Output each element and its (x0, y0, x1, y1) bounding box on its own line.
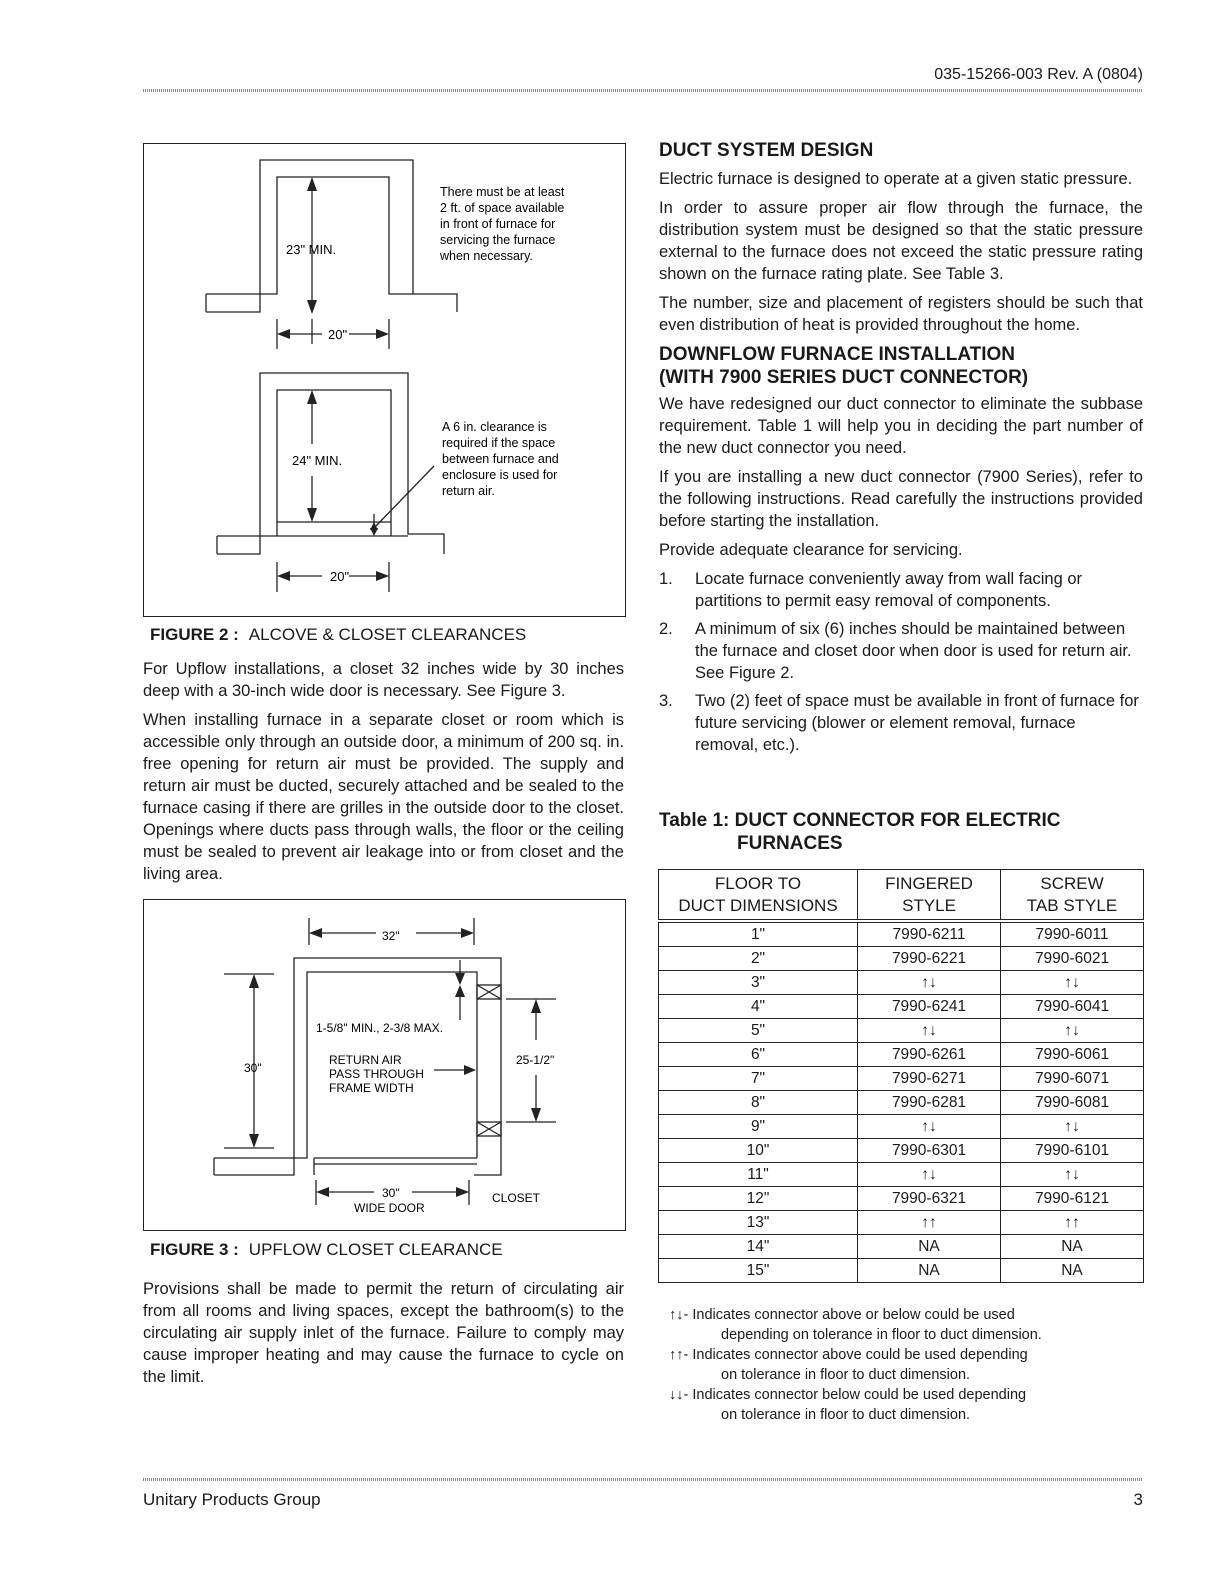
svg-text:required if the space: required if the space (442, 436, 556, 450)
right-column (659, 139, 1143, 762)
table-row: 6" 7990-6261 7990-6061 (659, 1043, 1144, 1067)
frame-min-max-label: 1-5/8" MIN., 2-3/8 MAX. (316, 1021, 443, 1035)
paragraph: In order to assure proper air flow through the furnace, the distribution system must be designed so that the static pressure external to the furnace does not exceed the static pressure rating shown on the furnace rating plate. See Table 3. (659, 199, 1143, 283)
list-item: 3. Two (2) feet of space must be available in front of furnace for future servicing (blower or element removal, furnace removal, etc.). (659, 692, 1139, 754)
svg-text:A 6 in. clearance is: A 6 in. clearance is (442, 420, 547, 434)
svg-text:between furnace and: between furnace and (442, 452, 559, 466)
paragraph: Electric furnace is designed to operate at a given static pressure. (659, 170, 1133, 188)
svg-text:FRAME WIDTH: FRAME WIDTH (329, 1081, 414, 1095)
table-row: 5" ↑↓ ↑↓ (659, 1019, 1144, 1043)
paragraph: If you are installing a new duct connector (7900 Series), refer to the following instructions. Read carefully the instructions provided before starting the installation. (659, 468, 1143, 530)
table-row: 8" 7990-6281 7990-6081 (659, 1091, 1144, 1115)
page-number: 3 (1133, 1490, 1143, 1509)
figure-2-frame (143, 143, 626, 617)
top-width-label: 20" (328, 327, 348, 342)
footer-rule (143, 1478, 1143, 1481)
svg-text:There must be at least: There must be at least (440, 185, 565, 199)
closet-label: CLOSET (492, 1191, 541, 1205)
paragraph: For Upflow installations, a closet 32 inches wide by 30 inches deep with a 30-inch wide door is necessary. See Figure 3. (143, 660, 624, 700)
bottom-note (442, 420, 559, 498)
depth-30-label: 30" (244, 1061, 262, 1075)
svg-text:return air.: return air. (442, 484, 495, 498)
table-row: 1" 7990-6211 7990-6011 (659, 921, 1144, 947)
svg-text:PASS THROUGH: PASS THROUGH (329, 1067, 424, 1081)
svg-text:in front of furnace for: in front of furnace for (440, 217, 556, 231)
door-label: WIDE DOOR (354, 1201, 425, 1215)
return-air-paragraph-block (143, 1278, 624, 1395)
list-item: 2. A minimum of six (6) inches should be maintained between the furnace and closet door when door is used for return air. See Figure 2. (659, 620, 1132, 682)
note-item: ↑↑- Indicates connector above could be used depending on tolerance in floor to duct dimension. (669, 1347, 1028, 1383)
table-row: 4" 7990-6241 7990-6041 (659, 995, 1144, 1019)
svg-text:RETURN AIR: RETURN AIR (329, 1053, 402, 1067)
table-header-row (659, 870, 1144, 922)
table-row: 3" ↑↓ ↑↓ (659, 971, 1144, 995)
list-item: 1. Locate furnace conveniently away from wall facing or partitions to permit easy removal of components. (659, 570, 1083, 610)
figure-3-frame (143, 899, 626, 1231)
figure-3-caption: FIGURE 3 : UPFLOW CLOSET CLEARANCE (150, 1240, 503, 1259)
table-row: 13" ↑↑ ↑↑ (659, 1211, 1144, 1235)
header-rule (143, 89, 1143, 92)
left-paragraphs (143, 658, 624, 892)
paragraph: Provide adequate clearance for servicing. (659, 541, 963, 559)
table-row: 15" NA NA (659, 1259, 1144, 1283)
figure-2-caption: FIGURE 2 : ALCOVE & CLOSET CLEARANCES (150, 625, 527, 644)
top-note (439, 185, 565, 263)
svg-text:servicing the furnace: servicing the furnace (440, 233, 556, 247)
table-row: 12" 7990-6321 7990-6121 (659, 1187, 1144, 1211)
installation-steps (659, 568, 1143, 756)
duct-system-heading: DUCT SYSTEM DESIGN (659, 140, 874, 161)
upflow-closet-diagram (144, 900, 625, 1230)
bottom-width-label: 20" (330, 569, 350, 584)
paragraph: We have redesigned our duct connector to eliminate the subbase requirement. Table 1 will help you in deciding the part number of the new duct connector you need. (659, 395, 1143, 457)
duct-connector-table (658, 869, 1144, 1283)
table-row: 7" 7990-6271 7990-6071 (659, 1067, 1144, 1091)
paragraph: The number, size and placement of registers should be such that even distribution of heat is provided throughout the home. (659, 294, 1143, 334)
table-row: 10" 7990-6301 7990-6101 (659, 1139, 1144, 1163)
table-row: 14" NA NA (659, 1235, 1144, 1259)
footer-company: Unitary Products Group (143, 1490, 321, 1509)
height-25-label: 25-1/2" (516, 1053, 555, 1067)
table-row: 11" ↑↓ ↑↓ (659, 1163, 1144, 1187)
svg-text:when necessary.: when necessary. (440, 249, 533, 263)
table-notes (669, 1305, 1139, 1425)
table-row: 9" ↑↓ ↑↓ (659, 1115, 1144, 1139)
svg-text:enclosure is used for: enclosure is used for (442, 468, 558, 482)
top-height-label: 23" MIN. (286, 242, 337, 257)
table-row: 2" 7990-6221 7990-6021 (659, 947, 1144, 971)
door-width-label: 30" (382, 1186, 400, 1200)
downflow-heading: DOWNFLOW FURNACE INSTALLATION (WITH 7900 SERIES DUCT CONNECTOR) (659, 344, 1029, 388)
note-item: ↑↓- Indicates connector above or below could be used depending on tolerance in floor to duct dimension. (669, 1307, 1042, 1343)
note-item: ↓↓- Indicates connector below could be used depending on tolerance in floor to duct dimension. (669, 1387, 1027, 1423)
paragraph: When installing furnace in a separate closet or room which is accessible only through an outside door, a minimum of 200 sq. in. free opening for return air must be provided. The supply and return air must be ducted, securely attached and be sealed to the furnace casing if there are grilles in the outside door to the closet. Openings where ducts pass through walls, the floor or the ceiling must be sealed to prevent air leakage into or from closet and the living area. (143, 711, 624, 883)
table-1-title: Table 1: DUCT CONNECTOR FOR ELECTRIC FURNACES (659, 810, 1061, 854)
svg-text:2 ft. of space available: 2 ft. of space available (440, 201, 565, 215)
document-number: 035-15266-003 Rev. A (0804) (934, 66, 1143, 83)
alcove-closet-diagram (144, 144, 625, 616)
return-air-label (329, 1053, 424, 1095)
width-32-label: 32" (382, 929, 400, 943)
paragraph: Provisions shall be made to permit the return of circulating air from all rooms and living spaces, except the bathroom(s) to the circulating air supply inlet of the furnace. Failure to comply may cause improper heating and may cause the furnace to cycle on the limit. (143, 1280, 624, 1386)
bottom-height-label: 24" MIN. (292, 453, 343, 468)
column-header: FLOOR TO DUCT DIMENSIONS (659, 870, 858, 922)
column-header: SCREW TAB STYLE (1001, 870, 1144, 922)
column-header: FINGERED STYLE (858, 870, 1001, 922)
